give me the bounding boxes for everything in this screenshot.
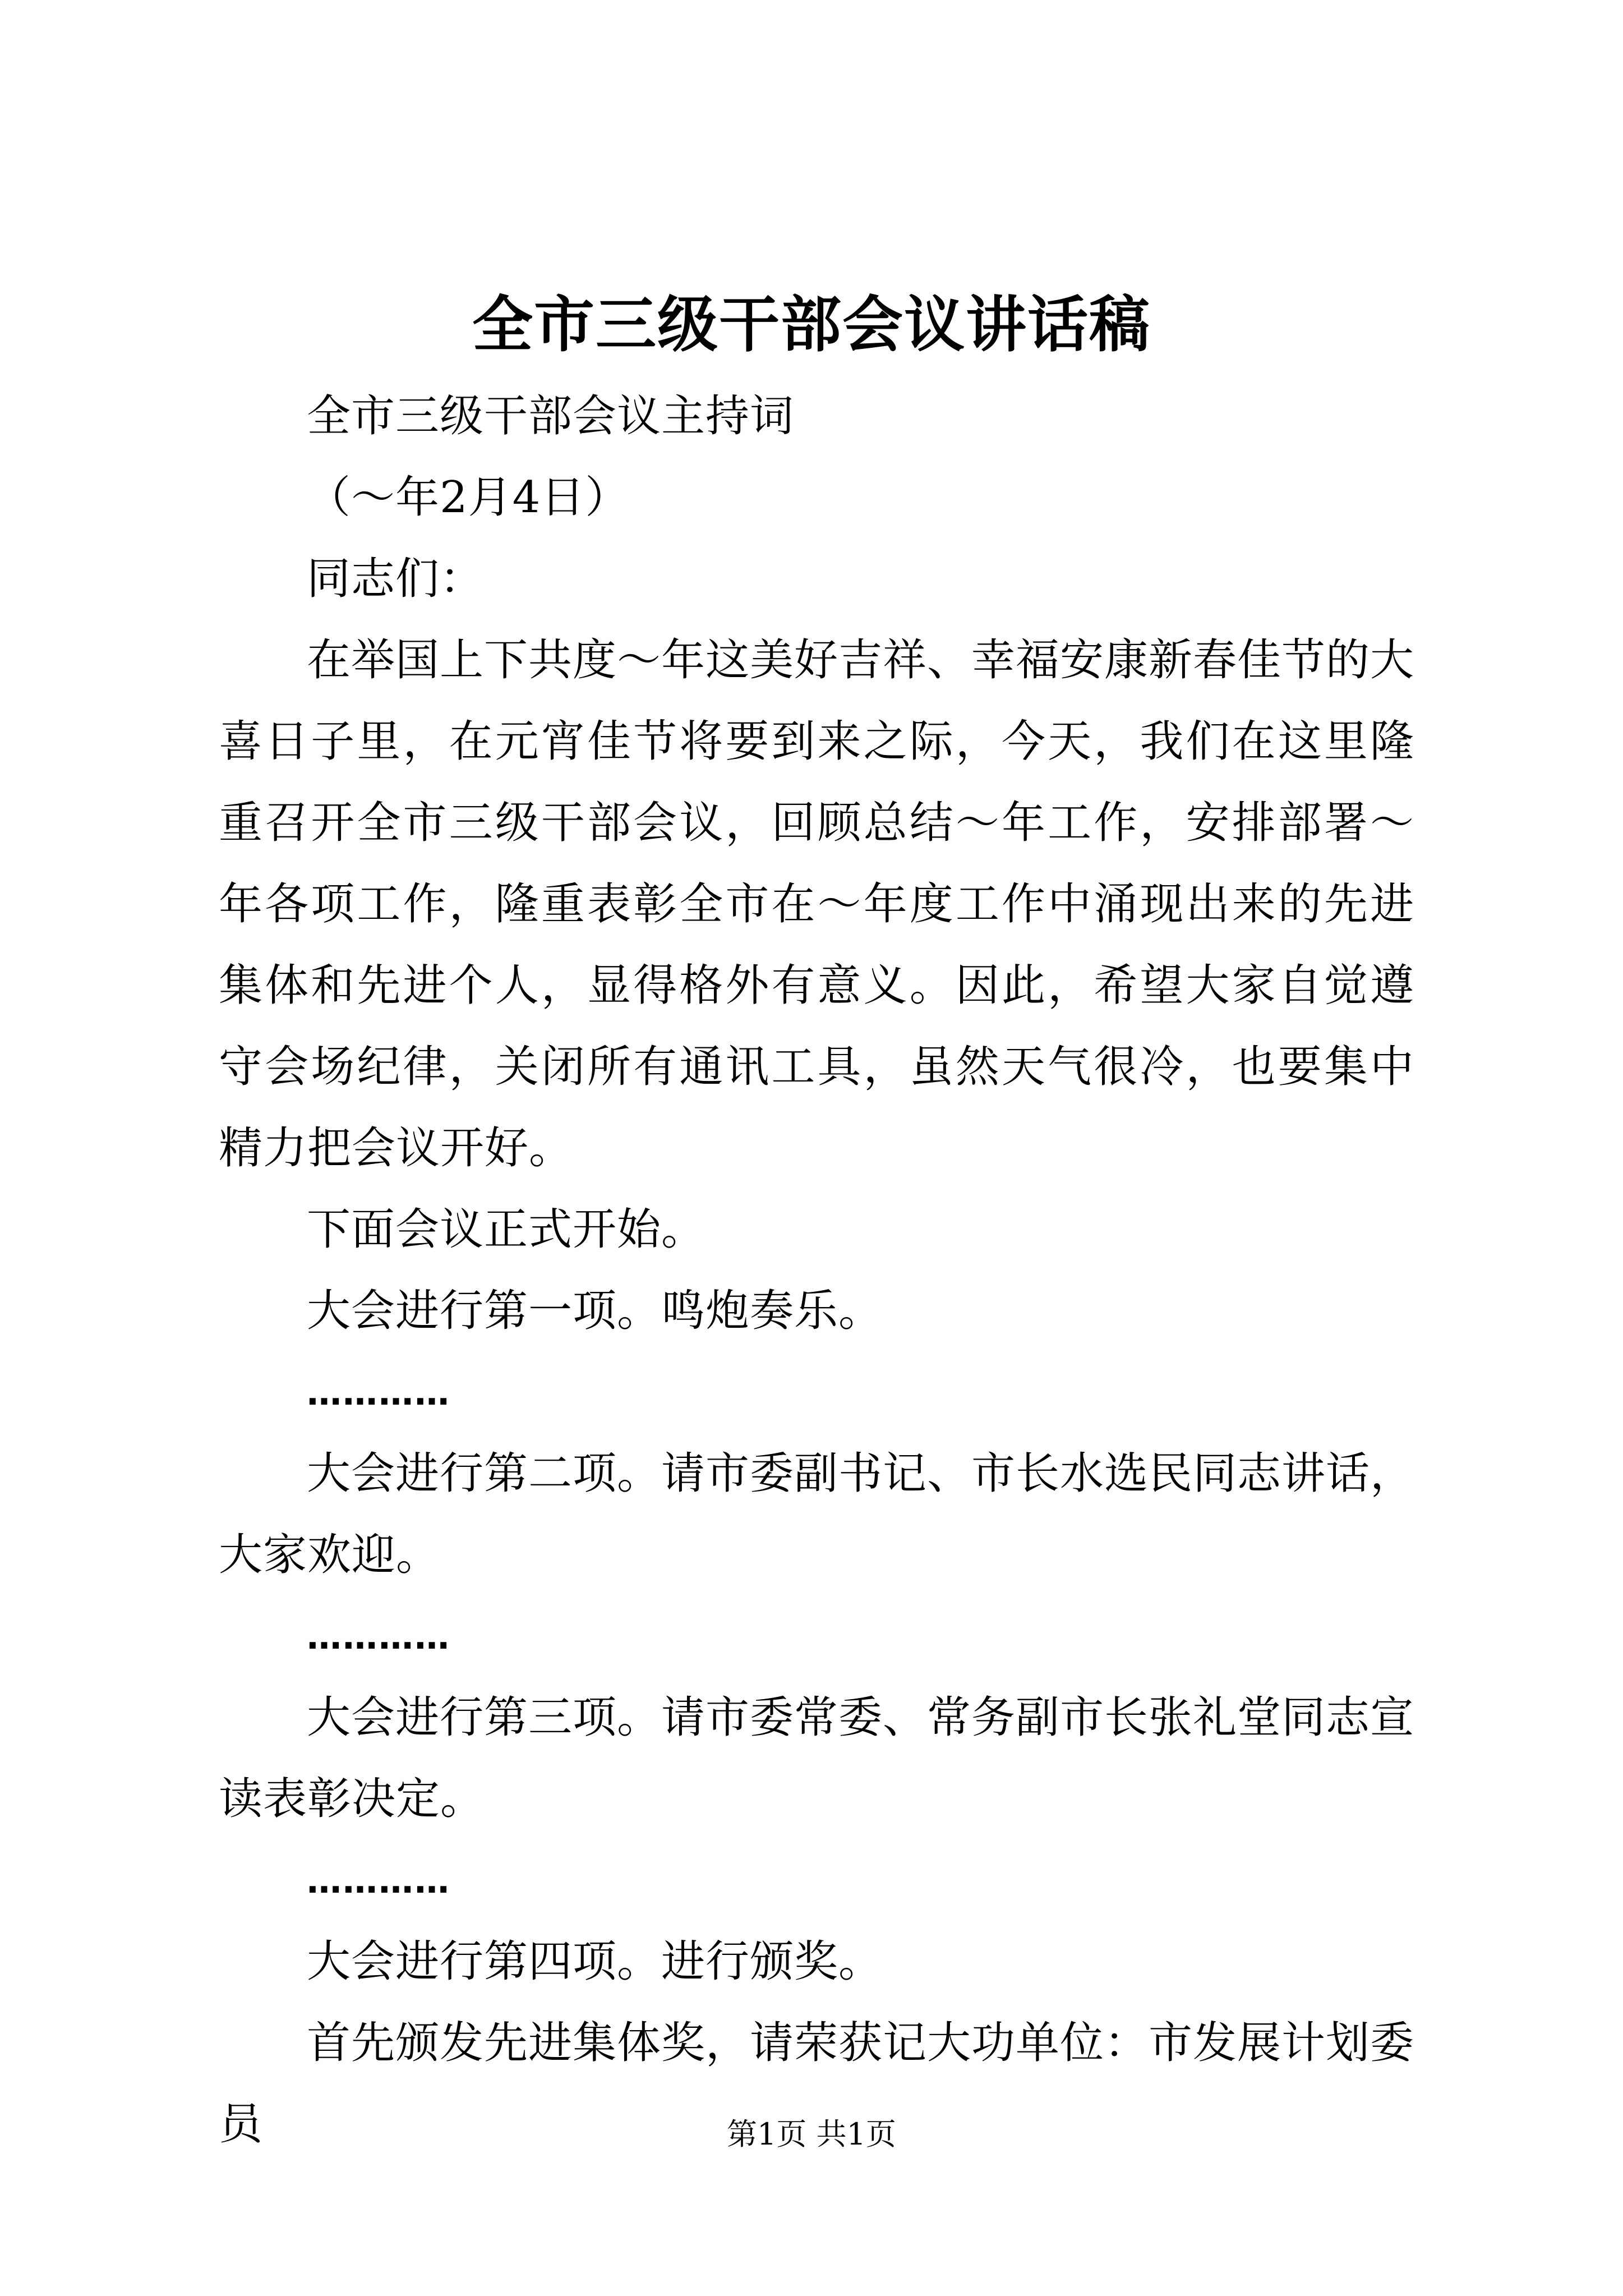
meeting-start-paragraph: 下面会议正式开始。 [307,1204,706,1255]
subtitle-paragraph: 全市三级干部会议主持词 [307,391,795,441]
agenda-item-4-paragraph: 大会进行第四项。进行颁奖。 [307,1936,883,1987]
opening-paragraph: 在举国上下共度～年这美好吉祥、幸福安康新春佳节的大喜日子里，在元宵佳节将要到来之际，今天，我们在这里隆重召开全市三级干部会议，回顾总结～年工作，安排部署～年各项工作，隆重表彰全市在～年度工作中涌现出来的先进集体和先进个人，显得格外有意义。因此，希望大家自觉遵守会场纪律，关闭所有通讯工具，虽然天气很冷，也要集中精力把会议开好。 [219,635,1415,1174]
agenda-item-3-paragraph: 大会进行第三项。请市委常委、常务副市长张礼堂同志宣读表彰决定。 [219,1692,1415,1824]
page-footer: 第1页 共1页 [727,2116,896,2152]
ellipsis-separator: ………… [307,1372,450,1413]
agenda-item-2-paragraph: 大会进行第二项。请市委副书记、市长水选民同志讲话，大家欢迎。 [219,1448,1415,1580]
agenda-item-1-paragraph: 大会进行第一项。鸣炮奏乐。 [307,1286,883,1336]
document-body [219,376,1414,2165]
document-title: 全市三级干部会议讲话稿 [472,290,1151,360]
salutation-paragraph: 同志们： [307,554,485,604]
award-paragraph: 首先颁发先进集体奖，请荣获记大功单位：市发展计划委员 [219,2018,1415,2150]
ellipsis-separator: ………… [307,1860,450,1901]
date-paragraph: （～年2月4日） [307,472,630,523]
ellipsis-separator: ………… [307,1616,450,1657]
